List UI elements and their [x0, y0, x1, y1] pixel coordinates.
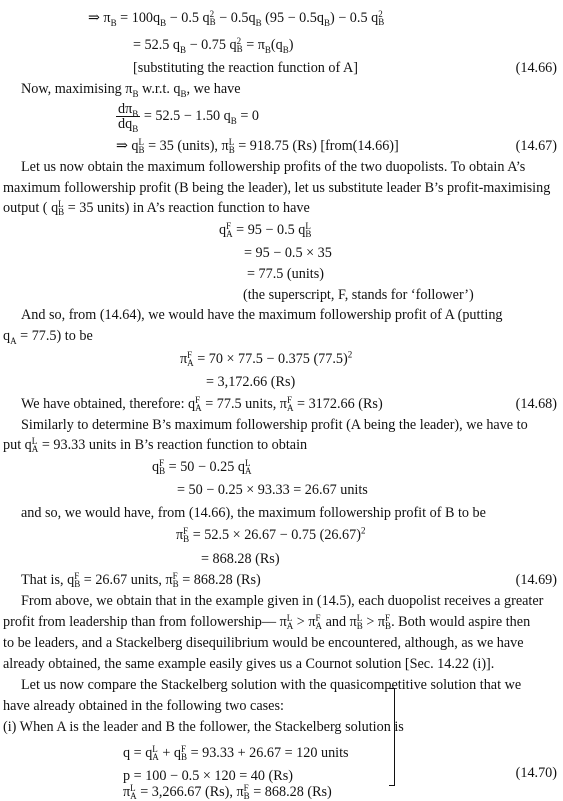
equation-number: (14.68) [515, 396, 557, 412]
paragraph-line: put q L A = 93.33 units in B’s reaction function to obtain [3, 436, 308, 454]
paragraph-line: maximum followership profit (B being the leader), let us substitute leader B’s profit-maximising [3, 180, 551, 196]
paragraph-line: and so, we would have, from (14.66), the maximum followership profit of B to be [21, 505, 486, 521]
paragraph-line: And so, from (14.64), we would have the maximum followership profit of A (putting [21, 307, 503, 323]
equation-number: (14.69) [515, 572, 557, 588]
paragraph-line: profit from leadership than from followership— π L A > π F A and π L B > π F B . Both would aspire then [3, 613, 531, 631]
paragraph-line: Let us now compare the Stackelberg solution with the quasicompetitive solution that we [21, 677, 522, 693]
fraction-numerator: $d\pi_B$ [118, 101, 139, 119]
paragraph-line: $q_A = 77.5$) to be [3, 328, 93, 346]
equation-line: ⇒ $\pi_B = 100q_B - 0.5$ q 2 B − $0.5q_B$ $(95 - 0.5q_B) - 0.5$ q 2 B [88, 9, 385, 28]
equation-note: (the superscript, F, stands for ‘follower’) [243, 287, 474, 303]
equation-number: (14.70) [515, 765, 557, 781]
paragraph-line: That is, q F B = 26.67 units, π F B = 868.28 (Rs) [21, 571, 261, 589]
paragraph-line: From above, we obtain that in the example given in (14.5), each duopolist receives a greater [21, 593, 544, 609]
paragraph-line: to be leaders, and a Stackelberg disequilibrium would be encountered, although, as we have [3, 635, 524, 651]
paragraph-line: Now, maximising $\pi_B$ w.r.t. $q_B$, we have [21, 81, 241, 99]
equation-line: = 52.5 $q_B - 0.75$ q 2 B = $\pi_B(q_B)$ [133, 36, 294, 55]
equation-line: π F A = 70 × 77.5 − 0.375 $(77.5)^2$ [180, 349, 353, 368]
equation-line: π F B = 52.5 × 26.67 − 0.75 $(26.67)^2$ [176, 525, 366, 544]
equation-line: = 95 − 0.5 × 35 [244, 245, 332, 261]
equation-line: p = 100 − 0.5 × 120 = 40 (Rs) [123, 768, 293, 784]
equation-line: π L A = 3,266.67 (Rs), π F B = 868.28 (Rs) [123, 783, 332, 801]
equation-line: = 3,172.66 (Rs) [206, 374, 296, 390]
equation-number: (14.67) [515, 138, 557, 154]
equation-line: = 868.28 (Rs) [201, 551, 280, 567]
derivative-fraction [116, 101, 140, 134]
paragraph-line: output ( q L B = 35 units) in A’s reaction function to have [3, 199, 310, 217]
equation-line: q = q L A + q F B = 93.33 + 26.67 = 120 units [123, 744, 349, 762]
fraction-denominator: $dq_B$ [118, 116, 139, 134]
equation-note: [substituting the reaction function of A] [133, 60, 358, 76]
paragraph-line: We have obtained, therefore: q F A = 77.5 units, π F A = 3172.66 (Rs) [21, 395, 383, 413]
paragraph-line: (i) When A is the leader and B the follower, the Stackelberg solution is [3, 719, 404, 735]
equation-line: ⇒ q L B = 35 (units), π L B = 918.75 (Rs) [from(14.66)] [116, 137, 399, 155]
derivative-rhs: = 52.5 − 1.50 $q_B = 0$ [143, 107, 259, 126]
paragraph-line: already obtained, the same example easily gives us a Cournot solution [Sec. 14.22 (i)]. [3, 656, 495, 672]
system-bracket [389, 688, 395, 786]
equation-line: q F A = 95 − 0.5 q L B [219, 221, 312, 239]
paragraph-line: Let us now obtain the maximum followership profits of the two duopolists. To obtain A’s [21, 159, 526, 175]
derivative-equation [116, 101, 259, 134]
equation-number: (14.66) [515, 60, 557, 76]
equation-line: = 77.5 (units) [247, 266, 324, 282]
paragraph-line: Similarly to determine B’s maximum followership profit (A being the leader), we have to [21, 417, 528, 433]
equation-line: = 50 − 0.25 × 93.33 = 26.67 units [177, 482, 368, 498]
equation-line: q F B = 50 − 0.25 q L A [152, 458, 252, 476]
paragraph-line: have already obtained in the following two cases: [3, 698, 284, 714]
